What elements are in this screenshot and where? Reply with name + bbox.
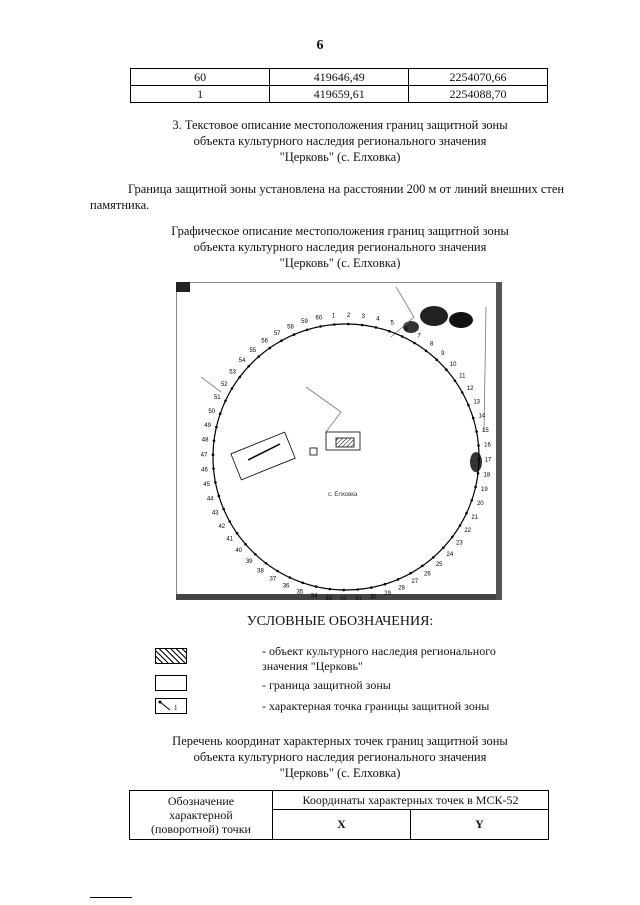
boundary-point <box>265 562 268 565</box>
point-designation-header <box>130 791 273 840</box>
boundary-point-label: 53 <box>229 369 236 376</box>
heading-line: Графическое описание местоположения границ защитной зоны <box>171 224 509 238</box>
boundary-point-label: 57 <box>273 330 281 337</box>
boundary-point-label: 59 <box>301 319 308 326</box>
legend-zone-text: - граница защитной зоны <box>262 678 391 692</box>
boundary-point <box>413 342 416 345</box>
boundary-point <box>247 365 250 368</box>
coordinates-list-heading <box>0 733 640 781</box>
boundary-point <box>432 556 435 559</box>
boundary-point <box>397 578 400 581</box>
boundary-point-label: 5 <box>390 320 394 327</box>
boundary-point <box>347 323 350 326</box>
boundary-point-label: 39 <box>245 558 253 565</box>
boundary-point-label: 18 <box>483 472 491 479</box>
legend-line: - объект культурного наследия регионального <box>262 644 496 658</box>
boundary-point <box>329 588 332 591</box>
boundary-point-label: 23 <box>456 540 463 547</box>
legend-line: значения "Церковь" <box>262 659 363 673</box>
map-bottom-edge <box>176 594 502 600</box>
boundary-point <box>268 347 271 350</box>
boundary-point <box>306 329 309 332</box>
boundary-point-label: 20 <box>476 501 484 508</box>
boundary-point <box>228 520 231 523</box>
boundary-point <box>467 404 470 407</box>
boundary-point <box>276 570 279 573</box>
coordinates-header: Координаты характерных точек в МСК-52 <box>272 791 548 810</box>
boundary-point-label: 15 <box>482 427 489 434</box>
graphic-description-heading <box>0 223 640 271</box>
boundary-point-label: 13 <box>473 399 481 406</box>
boundary-point-label: 14 <box>478 413 486 420</box>
protection-zone-map <box>176 282 502 600</box>
boundary-point-label: 2 <box>346 313 351 319</box>
paragraph-line: Граница защитной зоны установлена на расстоянии 200 м от линий внешних стен <box>128 182 565 196</box>
boundary-point <box>222 508 225 511</box>
boundary-point-label: 1 <box>331 313 336 320</box>
boundary-point <box>425 350 428 353</box>
heading-line: объекта культурного наследия регионального значения <box>193 750 487 764</box>
boundary-point <box>333 323 336 326</box>
boundary-point-label: 8 <box>429 341 434 348</box>
boundary-point <box>293 333 296 336</box>
church-object <box>336 438 354 447</box>
boundary-point-label: 56 <box>261 338 268 345</box>
footnote-line <box>90 897 132 898</box>
boundary-point-label: 47 <box>200 452 208 459</box>
boundary-point <box>442 546 445 549</box>
table-row <box>130 791 549 810</box>
coordinates-table-continuation <box>130 68 548 103</box>
boundary-point <box>231 387 234 390</box>
boundary-point-label: 12 <box>466 386 474 393</box>
boundary-point <box>301 582 304 585</box>
boundary-point <box>215 426 218 429</box>
boundary-point-label: 10 <box>449 361 457 368</box>
boundary-point-label: 11 <box>459 373 466 380</box>
heading-line: Перечень координат характерных точек границ защитной зоны <box>172 734 508 748</box>
boundary-point <box>370 586 373 589</box>
boundary-point <box>454 379 457 382</box>
boundary-point-label: 21 <box>471 515 479 521</box>
boundary-point-label: 9 <box>441 351 445 358</box>
boundary-point-label: 17 <box>484 457 492 464</box>
boundary-point-label: 35 <box>296 589 304 596</box>
boundary-point-label: 42 <box>218 523 226 530</box>
boundary-point-label: 41 <box>226 536 234 543</box>
boundary-point-label: 40 <box>235 548 243 555</box>
boundary-point <box>445 368 448 371</box>
boundary-point <box>214 481 217 484</box>
boundary-point-label: 6 <box>404 326 408 333</box>
boundary-point <box>375 326 378 329</box>
heading-line: объекта культурного наследия регионального значения <box>193 134 487 148</box>
boundary-point <box>257 355 260 358</box>
boundary-point-label: 44 <box>206 496 214 503</box>
boundary-point <box>435 358 438 361</box>
boundary-point <box>471 499 474 502</box>
table-cell-y: 2254070,66 <box>409 69 548 86</box>
boundary-point <box>212 467 215 470</box>
boundary-point-label: 38 <box>257 568 264 575</box>
boundary-point <box>236 532 239 535</box>
boundary-point <box>219 412 222 415</box>
table-cell-y: 2254088,70 <box>409 86 548 103</box>
header-line: (поворотной) точки <box>150 822 251 836</box>
boundary-point <box>465 512 468 515</box>
boundary-point-label: 48 <box>201 437 209 444</box>
boundary-point <box>319 325 322 328</box>
boundary-point-label: 4 <box>376 316 380 323</box>
boundary-point <box>342 589 345 592</box>
boundary-point <box>461 391 464 394</box>
header-line: Обозначение <box>167 794 235 808</box>
x-header: X <box>272 810 410 840</box>
boundary-point <box>475 430 478 433</box>
heading-line: "Церковь" (с. Елховка) <box>279 766 401 780</box>
table-cell-x: 419659,61 <box>270 86 409 103</box>
boundary-point-label: 49 <box>204 423 211 430</box>
boundary-point <box>315 585 318 588</box>
boundary-paragraph <box>90 181 610 213</box>
legend-heritage-text <box>262 644 582 674</box>
boundary-point-label: 7 <box>417 333 421 340</box>
y-header: Y <box>410 810 548 840</box>
boundary-point-label: 33 <box>325 595 333 600</box>
boundary-point-label: 25 <box>435 562 443 569</box>
boundary-point-label: 28 <box>398 585 405 592</box>
coordinates-table-header <box>129 790 549 840</box>
boundary-point-label: 54 <box>238 358 246 365</box>
boundary-point <box>212 453 215 456</box>
boundary-point <box>239 376 242 379</box>
map-corner-mark <box>176 282 190 292</box>
table-cell-point: 1 <box>131 86 270 103</box>
heading-line: 3. Текстовое описание местоположения границ защитной зоны <box>172 118 508 132</box>
boundary-point <box>280 339 283 342</box>
section-3-heading <box>0 117 640 165</box>
boundary-point-label: 27 <box>411 579 419 586</box>
boundary-point-label: 24 <box>446 551 454 558</box>
boundary-point <box>384 583 387 586</box>
boundary-point <box>213 440 216 443</box>
page-number: 6 <box>316 38 324 53</box>
boundary-point <box>409 572 412 575</box>
boundary-point <box>477 472 480 475</box>
table-row <box>131 69 548 86</box>
boundary-point-label: 19 <box>481 486 488 493</box>
boundary-point <box>356 588 359 591</box>
map-right-edge <box>496 282 502 600</box>
legend-title: УСЛОВНЫЕ ОБОЗНАЧЕНИЯ: <box>246 614 434 629</box>
legend-point-symbol <box>155 698 187 714</box>
boundary-point <box>478 458 481 461</box>
village-label: с. Елховка <box>328 492 358 498</box>
boundary-point-label: 55 <box>249 347 257 354</box>
boundary-point-label: 43 <box>211 510 219 517</box>
boundary-point-label: 45 <box>203 482 210 489</box>
boundary-point-label: 46 <box>201 467 208 474</box>
table-cell-point: 60 <box>131 69 270 86</box>
boundary-point <box>244 543 247 546</box>
boundary-point <box>289 576 292 579</box>
legend-point-text: - характерная точка границы защитной зоны <box>262 699 490 713</box>
legend-point-label: 1 <box>174 704 178 712</box>
boundary-point <box>218 495 221 498</box>
legend-heritage-symbol <box>155 648 187 664</box>
boundary-point <box>388 330 391 333</box>
boundary-point-label: 36 <box>282 583 290 590</box>
boundary-point <box>477 444 480 447</box>
boundary-point <box>451 536 454 539</box>
boundary-point-label: 34 <box>310 593 318 600</box>
legend-zone-symbol <box>155 675 187 691</box>
boundary-point-label: 32 <box>340 597 347 600</box>
boundary-point <box>254 553 257 556</box>
boundary-point-label: 22 <box>464 528 472 535</box>
boundary-point <box>421 565 424 568</box>
boundary-point-label: 51 <box>213 395 221 401</box>
boundary-point-label: 30 <box>369 594 377 600</box>
boundary-point <box>474 486 477 489</box>
boundary-point <box>224 400 227 403</box>
boundary-point <box>361 324 364 327</box>
paragraph-line: памятника. <box>90 198 150 212</box>
boundary-point-label: 26 <box>424 571 431 578</box>
boundary-point-label: 29 <box>384 590 391 597</box>
boundary-point-label: 37 <box>269 576 277 583</box>
table-cell-x: 419646,49 <box>270 69 409 86</box>
boundary-point <box>401 335 404 338</box>
heading-line: "Церковь" (с. Елховка) <box>279 150 401 164</box>
boundary-point-label: 3 <box>361 314 365 321</box>
boundary-point <box>459 524 462 527</box>
boundary-point-label: 52 <box>220 381 228 388</box>
boundary-point-label: 60 <box>315 315 323 322</box>
boundary-point-label: 16 <box>484 442 491 449</box>
boundary-point-label: 50 <box>208 408 216 415</box>
header-line: характерной <box>169 808 233 822</box>
boundary-point <box>472 417 475 420</box>
boundary-point-label: 58 <box>287 324 294 331</box>
heading-line: "Церковь" (с. Елховка) <box>279 256 401 270</box>
boundary-point-label: 31 <box>355 596 362 600</box>
heading-line: объекта культурного наследия регионального значения <box>193 240 487 254</box>
table-row <box>131 86 548 103</box>
